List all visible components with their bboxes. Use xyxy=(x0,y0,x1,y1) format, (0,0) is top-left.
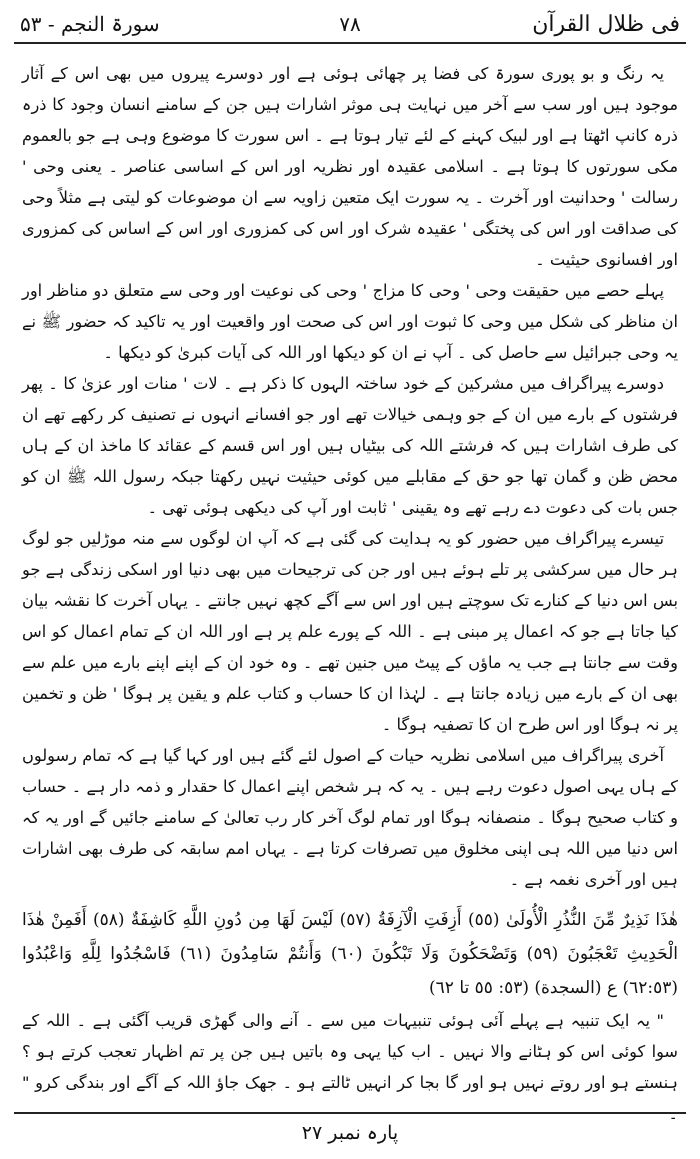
paragraph-5: آخری پیراگراف میں اسلامی نظریہ حیات کے اصول لئے گئے ہیں اور کہا گیا ہے کہ تمام رسولوں کے ہاں یہی اصول دعوت رہے ہیں ۔ یہ کہ ہر شخص اپنے اعمال کا حقدار و ذمہ دار ہے ۔ حساب و کتاب صحیح ہوگا ۔ منصفانہ ہوگا اور تمام لوگ آخر کار رب تعالیٰ کے سامنے جائیں گے اور یہ کہ اس دنیا میں اللہ ہی اپنی مخلوق میں تصرفات کرتا ہے ۔ یہاں امم سابقہ کی طرف بھی اشارات ہیں اور آخری نغمہ ہے ۔ xyxy=(22,746,678,889)
paragraph-4: تیسرے پیراگراف میں حضور کو یہ ہدایت کی گئی ہے کہ آپ ان لوگوں سے منہ موڑلیں جو لوگ ہر حال میں سرکشی پر تلے ہوئے ہیں اور جن کی ترجیحات میں بھی دنیا اور اسکی زندگی ہے جو بس اس دنیا کے کنارے تک سوچتے ہیں اور اس سے آگے کچھ نہیں جانتے ۔ یہاں آخرت کا نقشہ بیان کیا جاتا ہے جو کہ اعمال پر مبنی ہے ۔ اللہ کے پورے علم پر ہے اور اللہ ان کے تمام اعمال کو اس وقت سے جانتا ہے جب یہ ماؤں کے پیٹ میں جنین تھے ۔ وہ خود ان کے اپنے اپنے بارے میں علم سے بھی ان کے بارے میں زیادہ جانتا ہے ۔ لہٰذا ان کا حساب و کتاب علم و یقین پر ہوگا ' ظن و تخمین پر نہ ہوگا اور اس طرح ان کا تصفیہ ہوگا ۔ xyxy=(22,529,678,734)
paragraph-2: پہلے حصے میں حقیقت وحی ' وحی کا مزاج ' وحی کی نوعیت اور وحی سے متعلق دو مناظر اور ان مناظر کی شکل میں وحی کا ثبوت اور اس کی صحت اور واقعیت اور یہ تاکید کہ حضور ﷺ نے یہ وحی جبرائیل سے حاصل کی ۔ آپ نے ان کو دیکھا اور اللہ کی آیات کبریٰ کو دیکھا ۔ xyxy=(22,281,678,362)
paragraph-3: دوسرے پیراگراف میں مشرکین کے خود ساختہ الہوں کا ذکر ہے ۔ لات ' منات اور عزیٰ کا ۔ پھر فرشتوں کے بارے میں ان کے جو وہمی خیالات تھے اور جو افسانے انہوں نے تصنیف کر رکھے تھے ان کی طرف اشارات ہیں کہ فرشتے اللہ کی بیٹیاں ہیں اور اس قسم کے عقائد کا ماخذ ان کے ہاں محض ظن و گمان تھا جو حق کے مقابلے میں کوئی حیثیت نہیں رکھتا جبکہ رسول اللہ ﷺ ان کو جس بات کی دعوت دے رہے تھے وہ یقینی ' ثابت اور آپ کی دیکھی ہوئی تھی ۔ xyxy=(22,374,678,517)
paragraph-1: یہ رنگ و بو پوری سورۃ کی فضا پر چھائی ہوئی ہے اور دوسرے پیروں میں بھی اس کے آثار موجود ہیں اور سب سے آخر میں نہایت ہی موثر اشارات ہیں جن کے سامنے انسان وجود کا ذرہ ذرہ کانپ اٹھتا ہے اور لبیک کہنے کے لئے تیار ہوتا ہے ۔ اس سورت کا موضوع وہی ہے جو بالعموم مکی سورتوں کا ہوتا ہے ۔ اسلامی عقیدہ اور نظریہ اور اس کے اساسی عناصر ۔ یعنی وحی ' رسالت ' وحدانیت اور آخرت ۔ یہ سورت ایک متعین زاویہ سے ان موضوعات کو لیتی ہے مثلاً وحی کی صداقت اور اس کی پختگی ' عقیدہ شرک اور اس کی کمزوری اور اس کے اساس کی کمزوری اور افسانوی حیثیت ۔ xyxy=(22,64,678,269)
surah-name: سورۃ النجم - ۵۳ xyxy=(20,12,160,36)
header-divider xyxy=(14,42,686,44)
main-text xyxy=(22,58,678,1129)
quran-verse: هٰذَا نَذِيرٌ مِّنَ النُّذُرِ الْأُولَىٰ (٥٥) أَزِفَتِ الْآزِفَةُ (٥٧) لَيْسَ لَهَا مِن دُونِ اللَّهِ كَاشِفَةٌ (٥٨) أَفَمِنْ هٰذَا الْحَدِيثِ تَعْجَبُونَ (٥٩) وَتَضْحَكُونَ وَلَا تَبْكُونَ (٦٠) وَأَنتُمْ سَامِدُونَ (٦١) فَاسْجُدُوا لِلَّهِ وَاعْبُدُوا (٦٢:٥٣) ع (السجدة) (٥٣: ٥٥ تا ٦٢) xyxy=(22,910,678,998)
footer-divider xyxy=(14,1112,686,1114)
book-title: فی ظلال القرآن xyxy=(532,12,680,37)
para-label: پارہ نمبر ۲۷ xyxy=(301,1122,399,1144)
verse-translation: " یہ ایک تنبیہ ہے پہلے آئی ہوئی تنبیہات میں سے ۔ آنے والی گھڑی قریب آگئی ہے ۔ اللہ کے سوا کوئی اس کو ہٹانے والا نہیں ۔ اب کیا یہی وہ باتیں ہیں جن پر تم اظہار تعجب کرتے ہو ؟ ہنستے ہو اور روتے نہیں ہو اور گا بجا کر انہیں ٹالتے ہو ۔ جھک جاؤ اللہ کے آگے اور بندگی کرو " ۔ xyxy=(22,1011,678,1123)
page-number: ۷۸ xyxy=(339,12,361,36)
page-header xyxy=(14,6,686,40)
